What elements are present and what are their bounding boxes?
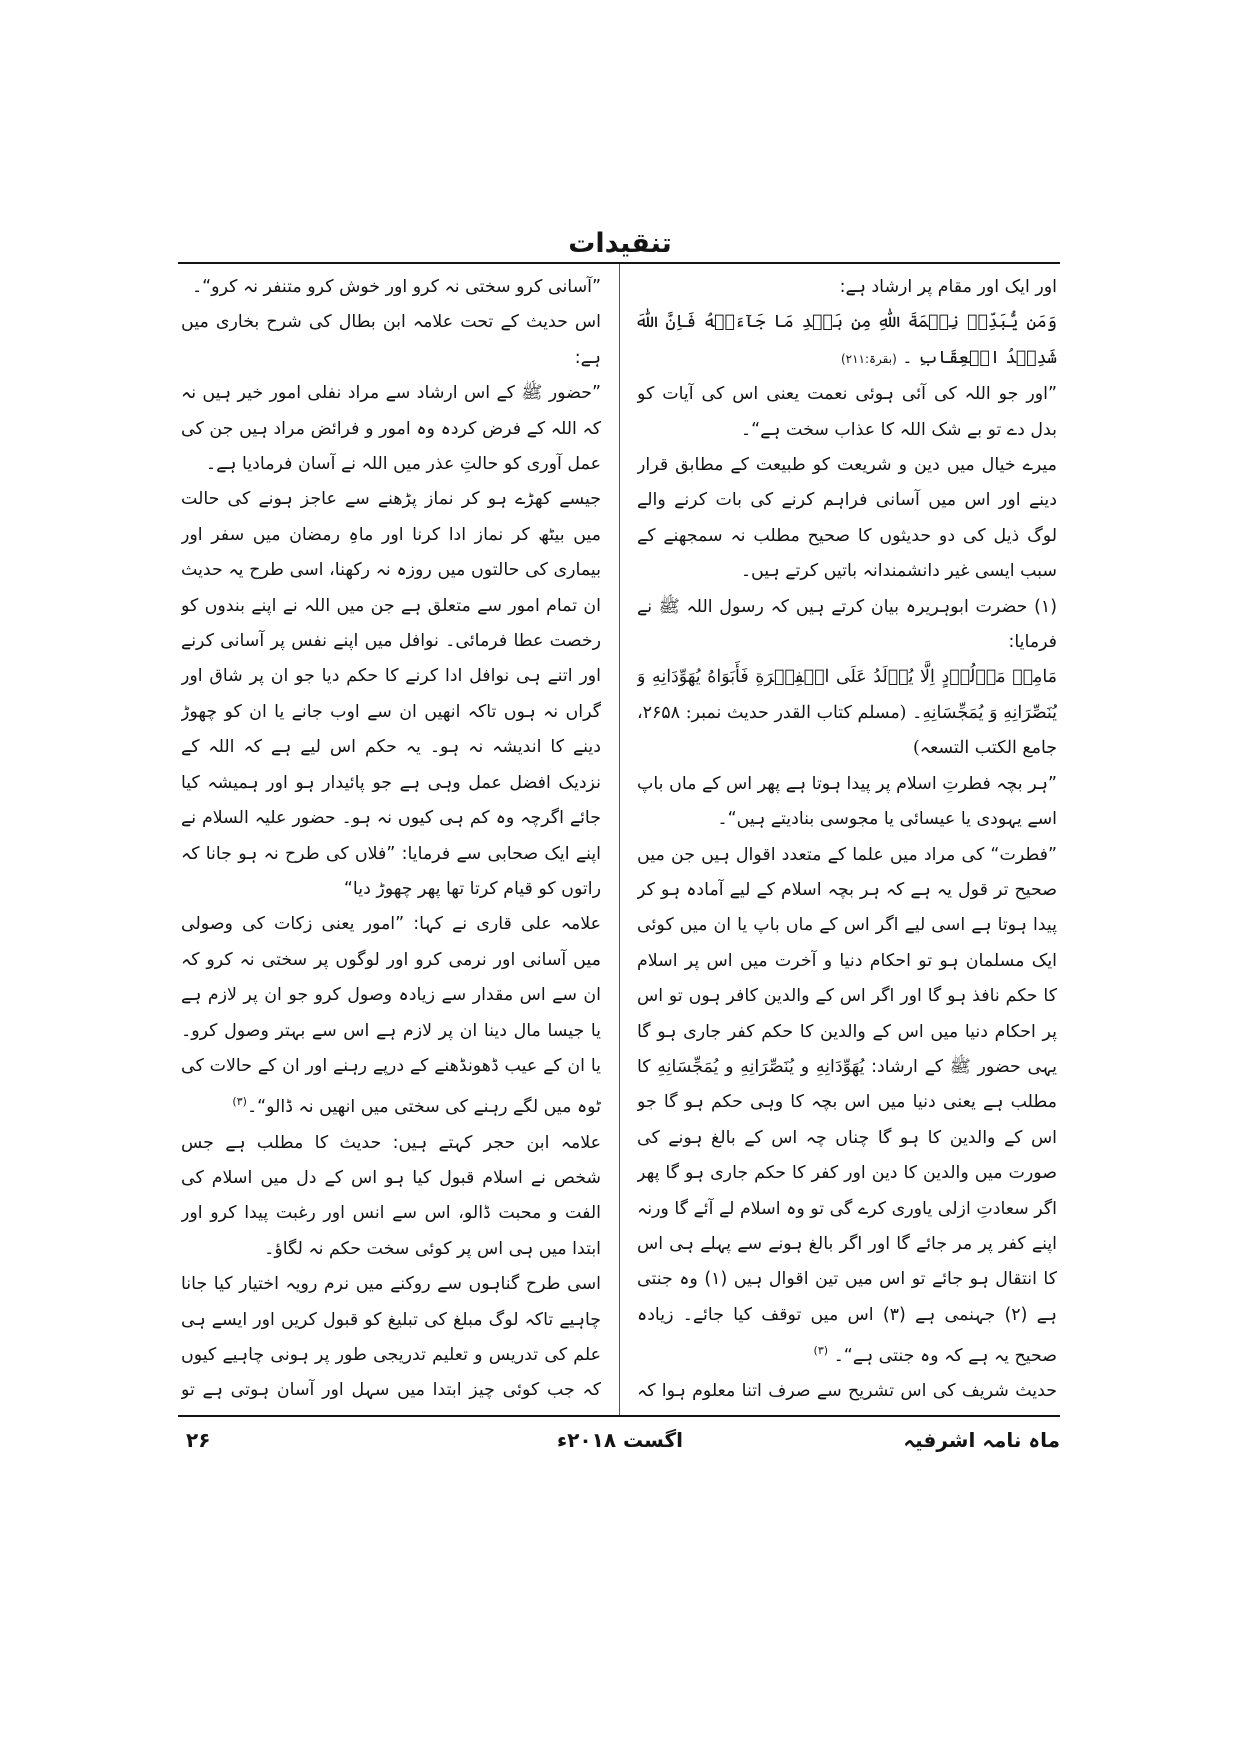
translation: ”آسانی کرو سختی نہ کرو اور خوش کرو متنفر نہ کرو“۔: [191, 277, 601, 297]
paragraph-text: علامہ علی قاری نے کہا: ”امور یعنی زکات کی وصولی میں آسانی اور نرمی کرو اور لوگوں پر سختی نہ کرو کہ ان سے اس مقدار سے زیادہ وصول کرو جو ان پر لازم ہے یا جیسا مال دینا ان پر لازم ہے اس سے بہتر وصول کرو۔ یا ان کے عیب ڈھونڈھنے کے درپے رہنے اور ان کے حالات کی ٹوہ میں لگے رہنے کی سختی میں انھیں نہ ڈالو“۔: [181, 914, 601, 1118]
paragraph-text: ”فطرت“ کی مراد میں علما کے متعدد اقوال ہیں جن میں صحیح تر قول یہ ہے کہ ہر بچہ اسلام کے لیے آمادہ ہو کر پیدا ہوتا ہے اسی لیے اگر اس کے ماں باپ یا ان میں کوئی ایک مسلمان ہو تو احکام دنیا و آخرت میں اس پر اسلام کا حکم نافذ ہو گا اور اگر اس کے والدین کافر ہوں تو اس پر احکام دنیا میں اس کے والدین کا حکم کفر جاری ہو گا یہی حضور ﷺ کے ارشاد: يُهَوِّدَانِهِ و يُنَصِّرَانِهِ و يُمَجِّسَانِهِ کا مطلب ہے یعنی دنیا میں اس بچہ کا وہی حکم ہو گا جو اس کے والدین کا ہو گا چناں چہ اس کے بالغ ہونے کی صورت میں والدین کا دین اور کفر کا حکم جاری ہو گا پھر اگر سعادتِ ازلی یاوری کرے گی تو وہ اسلام لے آئے گا ورنہ اپنے کفر پر مر جائے گا اور اگر بالغ ہونے سے پہلے ہی اس کا انتقال ہو جائے تو اس میں تین اقوال ہیں (۱) وہ جنتی ہے (۲) جہنمی ہے (۳) اس میں توقف کیا جائے۔ زیادہ صحیح یہ ہے کہ وہ جنتی ہے“۔: [637, 844, 1057, 1366]
issue-date: اگست ۲۰۱۸ء: [556, 1428, 684, 1452]
magazine-name: ماہ نامہ اشرفیہ: [903, 1428, 1060, 1452]
paragraph: ”حضور ﷺ کے اس ارشاد سے مراد نفلی امور خیر ہیں نہ کہ اللہ کے فرض کردہ وہ امور و فرائض مراد ہیں جن کی عمل آوری کو حالتِ عذر میں اللہ نے آسان فرمادیا ہے۔: [181, 383, 601, 475]
paragraph: [181, 907, 601, 1125]
hadith-text: [637, 660, 1057, 766]
page-header-title: تنقیدات: [568, 228, 672, 259]
paragraph: علامہ ابن حجر کہتے ہیں: حدیث کا مطلب ہے جس شخص نے اسلام قبول کیا ہو اس کے دل میں اسلام کی الفت و محبت ڈالو، اس سے انس اور رغبت پیدا کرو اور ابتدا میں ہی اس پر کوئی سخت حکم نہ لگاؤ۔: [181, 1132, 601, 1259]
verse-reference: (بقرۃ:۲۱۱): [840, 351, 897, 366]
hadith-reference: (مسلم کتاب القدر حدیث نمبر: ۲۶۵۸، جامع الکتب التسعہ): [637, 702, 1057, 759]
quran-verse: [637, 305, 1057, 377]
left-column: [181, 270, 601, 1412]
paragraph: اس حدیث کے تحت علامہ ابن بطال کی شرح بخاری میں ہے:: [181, 312, 601, 368]
arabic-text: مَامِنۡ مَوۡلُوۡدٍ اِلَّا يُوۡلَدُ عَلَى الۡفِطۡرَةِ فَأَبَوَاهُ يُهَوِّدَانِهِ وَ يُنَصِّرَانِهِ وَ يُمَجِّسَانِهِ۔: [637, 667, 1057, 723]
paragraph: [637, 838, 1057, 1375]
page-number: ۲۶: [186, 1428, 211, 1452]
paragraph: میرے خیال میں دین و شریعت کو طبیعت کے مطابق قرار دینے اور اس میں آسانی فراہم کرنے کی بات کرنے والے لوگ ذیل کی دو حدیثوں کا صحیح مطلب نہ سمجھنے کے سبب ایسی غیر دانشمندانہ باتیں کرتے ہیں۔: [637, 455, 1057, 582]
paragraph: (۱) حضرت ابوہریرہ بیان کرتے ہیں کہ رسول اللہ ﷺ نے فرمایا:: [637, 596, 1057, 653]
footnote-marker: (۳): [232, 1095, 247, 1109]
paragraph: جیسے کھڑے ہو کر نماز پڑھنے سے عاجز ہونے کی حالت میں بیٹھ کر نماز ادا کرنا اور ماہِ رمضان میں سفر اور بیماری کی حالتوں میں روزہ نہ رکھنا، اسی طرح یہ حدیث ان تمام امور سے متعلق ہے جن میں اللہ نے اپنے بندوں کو رخصت عطا فرمائی۔ نوافل میں اپنے نفس پر آسانی کرنے اور اتنے ہی نوافل ادا کرنے کا حکم دیا جو ان پر شاق اور گراں نہ ہوں تاکہ انھیں ان سے اوب جانے یا ان کو چھوڑ دینے کا اندیشہ نہ ہو۔ یہ حکم اس لیے ہے کہ اللہ کے نزدیک افضل عمل وہی ہے جو پائیدار ہو اور ہمیشہ کیا جائے اگرچہ وہ کم ہی کیوں نہ ہو۔ حضور علیہ السلام نے اپنے ایک صحابی سے فرمایا: ”فلاں کی طرح نہ ہو جانا کہ راتوں کو قیام کرتا تھا پھر چھوڑ دیا“: [181, 489, 601, 899]
paragraph: حدیث شریف کی اس تشریح سے صرف اتنا معلوم ہوا کہ: [637, 1381, 1057, 1402]
translation: ”ہر بچہ فطرتِ اسلام پر پیدا ہوتا ہے پھر اس کے ماں باپ اسے یہودی یا عیسائی یا مجوسی بنادیتے ہیں“۔: [637, 773, 1057, 830]
arabic-text: وَمَن يُّبَدِّلۡ نِعۡمَةَ اللّٰهِ مِن بَعۡدِ مَا جَآءَتۡهُ فَاِنَّ اللّٰهَ شَدِيۡدُ الۡعِقَابِ ۔: [637, 312, 1057, 368]
paragraph: اسی طرح گناہوں سے روکنے میں نرم رویہ اختیار کیا جانا چاہیے تاکہ لوگ مبلغ کی تبلیغ کو قبول کریں اور ایسے ہی علم کی تدریس و تعلیم تدریجی طور پر ہونی چاہیے کیوں کہ جب کوئی چیز ابتدا میں سہل اور آسان ہوتی ہے تو: [181, 1274, 601, 1401]
column-divider: [619, 264, 620, 1415]
paragraph: اور ایک اور مقام پر ارشاد ہے:: [839, 277, 1057, 297]
translation: ”اور جو اللہ کی آئی ہوئی نعمت یعنی اس کی آیات کو بدل دے تو بے شک اللہ کا عذاب سخت ہے“۔: [637, 384, 1057, 440]
footer-rule: [178, 1415, 1060, 1417]
footnote-marker: (۳): [813, 1344, 829, 1358]
right-column: [637, 270, 1057, 1412]
